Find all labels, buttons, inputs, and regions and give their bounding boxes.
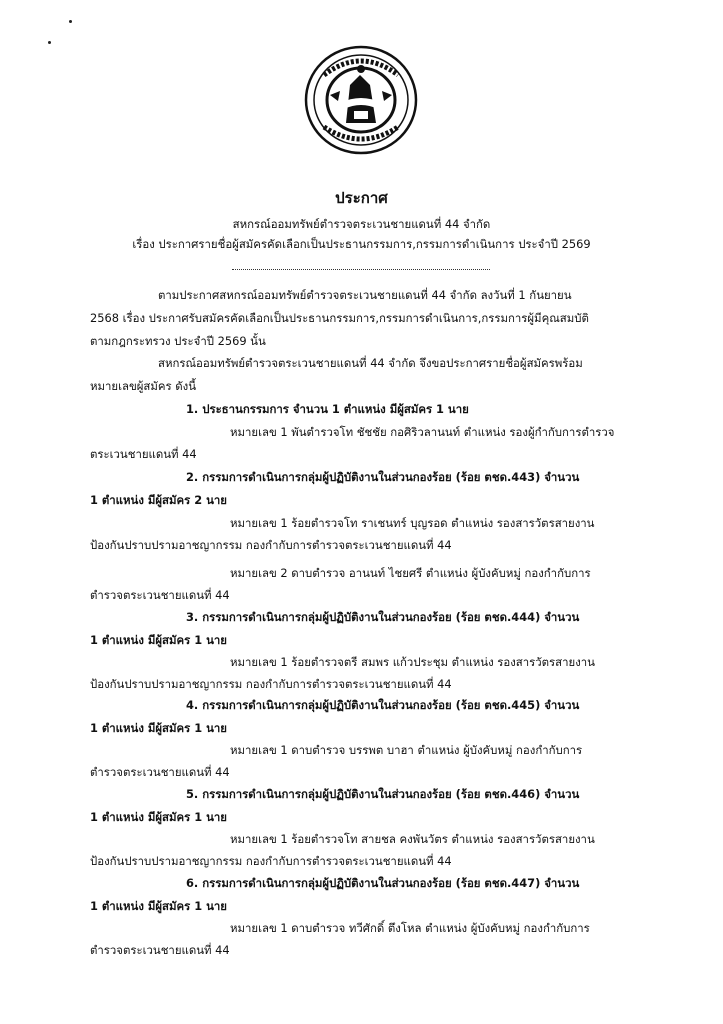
candidate-line: ป้องกันปราบปรามอาชญากรรม กองกำกับการตำรวจตระเวนชายแดนที่ 44 <box>90 538 452 552</box>
candidate-line: ตำรวจตระเวนชายแดนที่ 44 <box>90 765 230 779</box>
candidate-line: ตำรวจตระเวนชายแดนที่ 44 <box>90 588 230 602</box>
section-heading: 1 ตำแหน่ง มีผู้สมัคร 1 นาย <box>90 810 227 824</box>
intro-line: สหกรณ์ออมทรัพย์ตำรวจตระเวนชายแดนที่ 44 จำกัด จึงขอประกาศรายชื่อผู้สมัครพร้อม <box>158 356 583 370</box>
dotted-divider <box>232 269 490 270</box>
candidate-line: หมายเลข 1 ร้อยตำรวจโท ราเชนทร์ บุญรอด ตำแหน่ง รองสารวัตรสายงาน <box>230 516 595 530</box>
intro-line: ตามกฎกระทรวง ประจำปี 2569 นั้น <box>90 334 266 348</box>
candidate-line: ตำรวจตระเวนชายแดนที่ 44 <box>90 943 230 957</box>
subject-line: เรื่อง ประกาศรายชื่อผู้สมัครคัดเลือกเป็นประธานกรรมการ,กรรมการดำเนินการ ประจำปี 2569 <box>132 237 591 251</box>
candidate-line: หมายเลข 1 ร้อยตำรวจโท สายชล คงพันวัตร ตำแหน่ง รองสารวัตรสายงาน <box>230 832 595 846</box>
scan-speck <box>69 20 72 23</box>
section-heading: 2. กรรมการดำเนินการกลุ่มผู้ปฏิบัติงานในส่วนกองร้อย (ร้อย ตชด.443) จำนวน <box>186 470 580 484</box>
candidate-line: หมายเลข 1 ร้อยตำรวจตรี สมพร แก้วประชุม ตำแหน่ง รองสารวัตรสายงาน <box>230 655 595 669</box>
candidate-line: ตระเวนชายแดนที่ 44 <box>90 447 197 461</box>
section-heading: 5. กรรมการดำเนินการกลุ่มผู้ปฏิบัติงานในส่วนกองร้อย (ร้อย ตชด.446) จำนวน <box>186 787 580 801</box>
section-heading: 1. ประธานกรรมการ จำนวน 1 ตำแหน่ง มีผู้สมัคร 1 นาย <box>186 402 469 416</box>
candidate-line: หมายเลข 1 ดาบตำรวจ บรรพต บาฮา ตำแหน่ง ผู้บังคับหมู่ กองกำกับการ <box>230 743 583 757</box>
section-heading: 1 ตำแหน่ง มีผู้สมัคร 1 นาย <box>90 721 227 735</box>
scan-speck <box>48 41 51 44</box>
section-heading: 1 ตำแหน่ง มีผู้สมัคร 1 นาย <box>90 633 227 647</box>
section-heading: 6. กรรมการดำเนินการกลุ่มผู้ปฏิบัติงานในส่วนกองร้อย (ร้อย ตชด.447) จำนวน <box>186 876 580 890</box>
section-heading: 1 ตำแหน่ง มีผู้สมัคร 1 นาย <box>90 899 227 913</box>
section-heading: 1 ตำแหน่ง มีผู้สมัคร 2 นาย <box>90 493 227 507</box>
intro-line: หมายเลขผู้สมัคร ดังนี้ <box>90 379 196 393</box>
cooperative-seal-icon <box>304 45 418 155</box>
section-heading: 4. กรรมการดำเนินการกลุ่มผู้ปฏิบัติงานในส่วนกองร้อย (ร้อย ตชด.445) จำนวน <box>186 698 580 712</box>
candidate-line: หมายเลข 1 พันตำรวจโท ชัชชัย กอศิริวลานนท์ ตำแหน่ง รองผู้กำกับการตำรวจ <box>230 425 615 439</box>
section-heading: 3. กรรมการดำเนินการกลุ่มผู้ปฏิบัติงานในส่วนกองร้อย (ร้อย ตชด.444) จำนวน <box>186 610 580 624</box>
intro-line: ตามประกาศสหกรณ์ออมทรัพย์ตำรวจตระเวนชายแดนที่ 44 จำกัด ลงวันที่ 1 กันยายน <box>158 288 572 302</box>
candidate-line: ป้องกันปราบปรามอาชญากรรม กองกำกับการตำรวจตระเวนชายแดนที่ 44 <box>90 677 452 691</box>
intro-line: 2568 เรื่อง ประกาศรับสมัครคัดเลือกเป็นประธานกรรมการ,กรรมการดำเนินการ,กรรมการผู้มีคุณสมบัติ <box>90 311 589 325</box>
candidate-line: ป้องกันปราบปรามอาชญากรรม กองกำกับการตำรวจตระเวนชายแดนที่ 44 <box>90 854 452 868</box>
candidate-line: หมายเลข 2 ดาบตำรวจ อานนท์ ไชยศรี ตำแหน่ง ผู้บังคับหมู่ กองกำกับการ <box>230 566 591 580</box>
org-name: สหกรณ์ออมทรัพย์ตำรวจตระเวนชายแดนที่ 44 จำกัด <box>232 217 491 231</box>
page-title: ประกาศ <box>335 189 388 207</box>
candidate-line: หมายเลข 1 ดาบตำรวจ ทวีศักดิ์ ตึงโหล ตำแหน่ง ผู้บังคับหมู่ กองกำกับการ <box>230 921 590 935</box>
